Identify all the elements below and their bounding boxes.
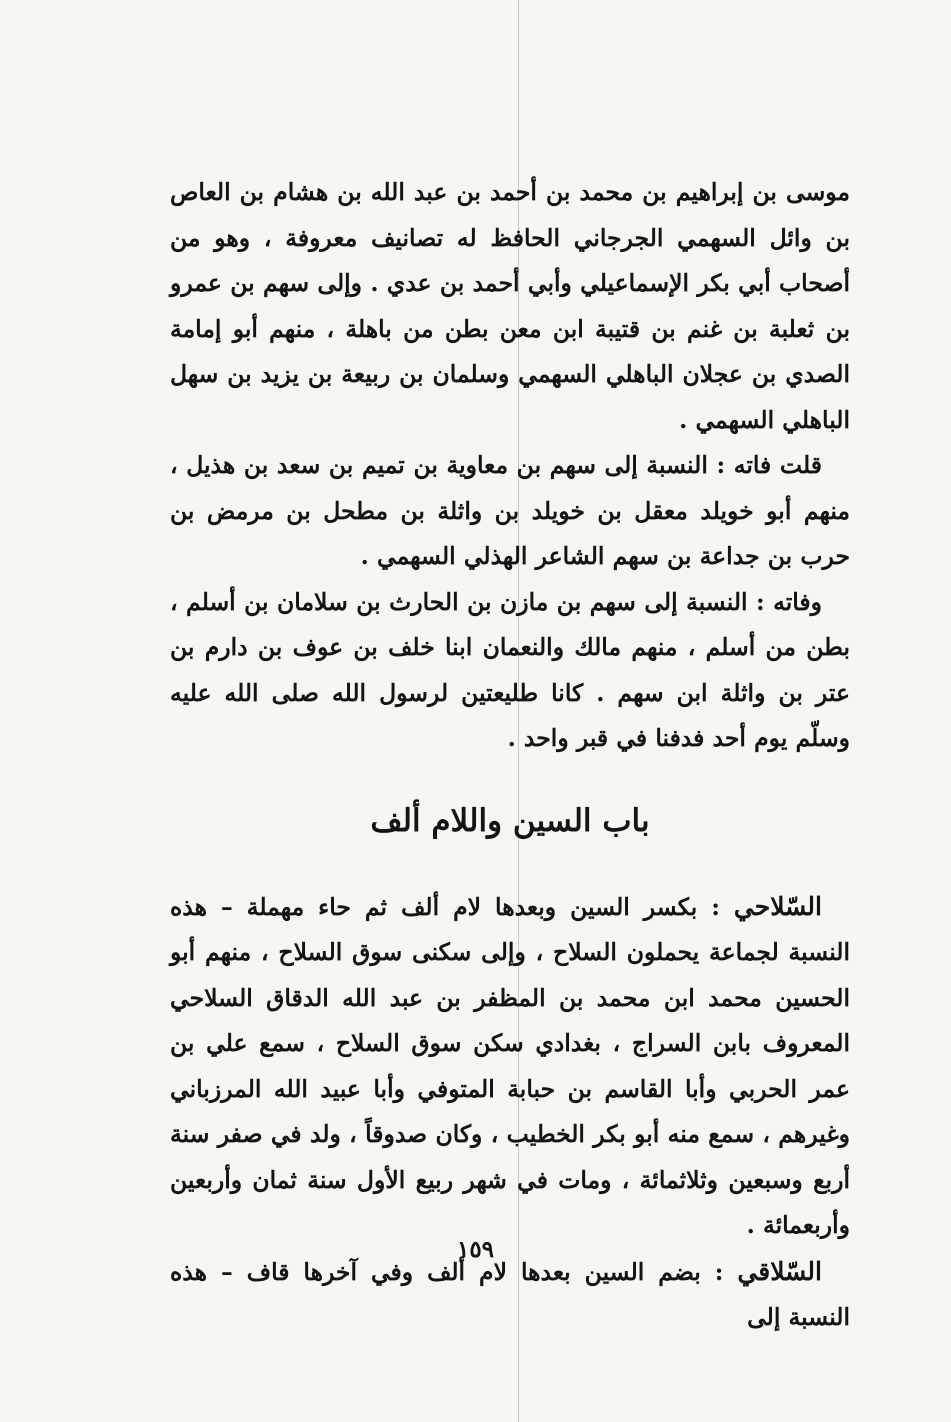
entry-sallahi: [170, 884, 850, 1249]
chapter-heading: باب السين واللام ألف: [370, 802, 650, 839]
entry-text: : بكسر السين وبعدها لام ألف ثم حاء مهملة – هذه النسبة لجماعة يحملون السلاح ، وإلى سكنى سوق السلاح ، منهم أبو الحسين محمد ابن محمد بن المظفر بن عبد الله الدقاق السلاحي المعروف بابن السراج ، بغدادي سكن سوق السلاح ، سمع علي بن عمر الحربي وأبا القاسم بن حبابة المتوفي وأبا عبيد الله المرزباني وغيرهم ، سمع منه أبو بكر الخطيب ، وكان صدوقاً ، ولد في صفر سنة أربع وسبعين وثلاثمائة ، ومات في شهر ربيع الأول سنة ثمان وأربعين وأربعمائة .: [170, 892, 850, 1239]
page-number: ١٥٩: [456, 1236, 495, 1263]
paragraph-qult-fatahu: قلت فاته : النسبة إلى سهم بن معاوية بن تميم بن سعد بن هذيل ، منهم أبو خويلد معقل بن خويلد بن واثلة بن مطحل بن مرمض بن حرب بن جداعة بن سهم الشاعر الهذلي السهمي .: [170, 451, 850, 570]
paragraph-wa-fatahu: وفاته : النسبة إلى سهم بن مازن بن الحارث بن سلامان بن أسلم ، بطن من أسلم ، منهم مالك والنعمان ابنا خلف بن عوف بن دارم بن عتر بن واثلة ابن سهم . كانا طليعتين لرسول الله صلى الله عليه وسلّم يوم أحد فدفنا في قبر واحد .: [170, 587, 850, 752]
paragraph-sahmi-continued: موسى بن إبراهيم بن محمد بن أحمد بن عبد الله بن هشام بن العاص بن وائل السهمي الجرجاني الحافظ له تصانيف معروفة ، وهو من أصحاب أبي بكر الإسماعيلي وأبي أحمد بن عدي . وإلى سهم بن عمرو بن ثعلبة بن غنم بن قتيبة ابن معن بطن من باهلة ، منهم أبو إمامة الصدي بن عجلان الباهلي السهمي وسلمان بن ربيعة بن يزيد بن سهل الباهلي السهمي .: [170, 178, 850, 434]
page-body: [170, 170, 850, 1341]
entry-term: السّلاحي: [733, 891, 822, 921]
entry-text: : بضم السين بعدها لام ألف وفي آخرها قاف – هذه النسبة إلى: [170, 1257, 850, 1331]
entry-term: السّلاقي: [737, 1256, 822, 1286]
